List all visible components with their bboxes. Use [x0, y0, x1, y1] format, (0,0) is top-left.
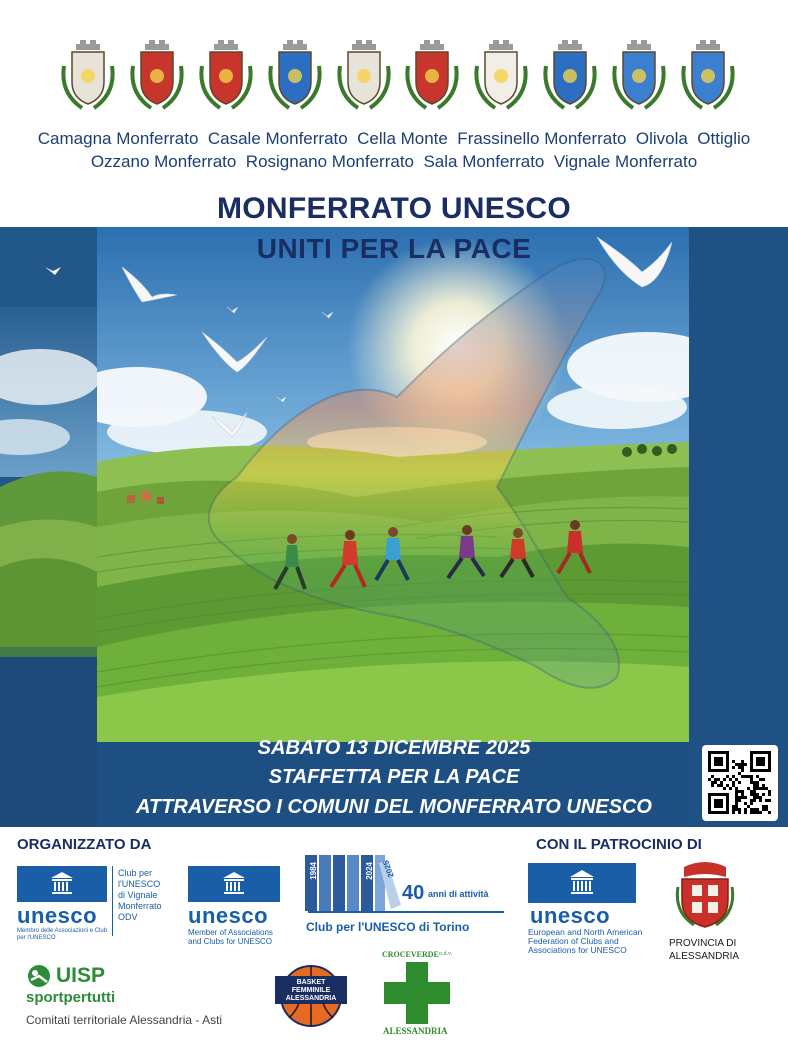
casale-crest-icon [127, 38, 187, 114]
unesco-temple-icon [528, 863, 636, 903]
vignale-line-5: ODV [118, 912, 138, 922]
vignale-line-3: di Vignale [118, 890, 158, 900]
event-name: STAFFETTA PER LA PACE [268, 766, 520, 788]
torino-name: Club per l'UNESCO di Torino [306, 920, 470, 934]
uisp-subtitle: Comitati territoriale Alessandria - Asti [26, 1013, 223, 1027]
crest-row [58, 38, 738, 114]
landscape-illustration [97, 227, 689, 742]
uisp-brand: UISP [56, 964, 106, 987]
town-line-1: Camagna Monferrato Casale Monferrato Cella Monte Frassinello Monferrato Olivola Ottiglio [37, 129, 751, 148]
vignale-caption: Membro delle Associazioni e Club per l'UNESCO [17, 928, 108, 941]
basket-line-1: BASKET [296, 979, 326, 986]
event-route: ATTRAVERSO I COMUNI DEL MONFERRATO UNESCO [136, 796, 652, 818]
vignale-line-4: Monferrato [118, 901, 162, 911]
town-line-2: Ozzano Monferrato Rosignano Monferrato Sala Monferrato Vignale Monferrato [90, 152, 698, 171]
unesco-wordmark: unesco [17, 903, 98, 928]
basket-line-2: FEMMINILE [291, 987, 331, 994]
torino-year-2: 2024 [365, 862, 374, 880]
federation-caption-1: European and North American [528, 927, 643, 937]
torino-anni-number: 40 [402, 882, 425, 904]
provincia-line-1: PROVINCIA DI [669, 938, 737, 949]
ozzano-crest-icon [471, 38, 531, 114]
unesco-wordmark: unesco [188, 903, 269, 928]
federation-caption-2: Federation of Clubs and [528, 936, 619, 946]
olivola-crest-icon [334, 38, 394, 114]
torino-books-icon [305, 855, 415, 915]
croceverde-top: CROCEVERDE [382, 950, 439, 959]
town-list [0, 127, 788, 173]
member-caption-2: and Clubs for UNESCO [188, 937, 273, 946]
torino-anni-text: anni di attività [428, 889, 489, 899]
page-title: MONFERRATO UNESCO [217, 192, 571, 225]
event-date: SABATO 13 DICEMBRE 2025 [257, 737, 531, 759]
ottiglio-crest-icon [402, 38, 462, 114]
provincia-crest-icon [674, 857, 736, 931]
croceverde-suffix: o.d.v. [439, 951, 453, 957]
frassinello-crest-icon [265, 38, 325, 114]
uisp-tagline: sportpertutti [26, 989, 116, 1006]
federation-caption-3: Associations for UNESCO [528, 945, 627, 955]
uisp-logo-icon [25, 964, 53, 988]
member-caption-1: Member of Associations [188, 928, 273, 937]
organized-by-label: ORGANIZZATO DA [17, 836, 152, 853]
unesco-temple-icon [17, 866, 107, 902]
basket-line-3: ALESSANDRIA [285, 995, 337, 1002]
vignale-crest-icon [678, 38, 738, 114]
unesco-wordmark: unesco [530, 903, 611, 928]
vignale-line-2: l'UNESCO [118, 879, 161, 889]
provincia-line-2: ALESSANDRIA [669, 951, 740, 962]
camagna-crest-icon [58, 38, 118, 114]
green-cross-icon [382, 960, 452, 1026]
sala-crest-icon [609, 38, 669, 114]
unesco-temple-icon [188, 866, 280, 902]
cella-crest-icon [196, 38, 256, 114]
torino-year-1: 1984 [309, 862, 318, 880]
torino-year-3: 2025 [381, 858, 396, 879]
vignale-line-1: Club per [118, 868, 153, 878]
croceverde-bottom: ALESSANDRIA [383, 1026, 448, 1036]
page-subtitle: UNITI PER LA PACE [256, 233, 532, 264]
patronage-label: CON IL PATROCINIO DI [536, 836, 702, 853]
rosignano-crest-icon [540, 38, 600, 114]
